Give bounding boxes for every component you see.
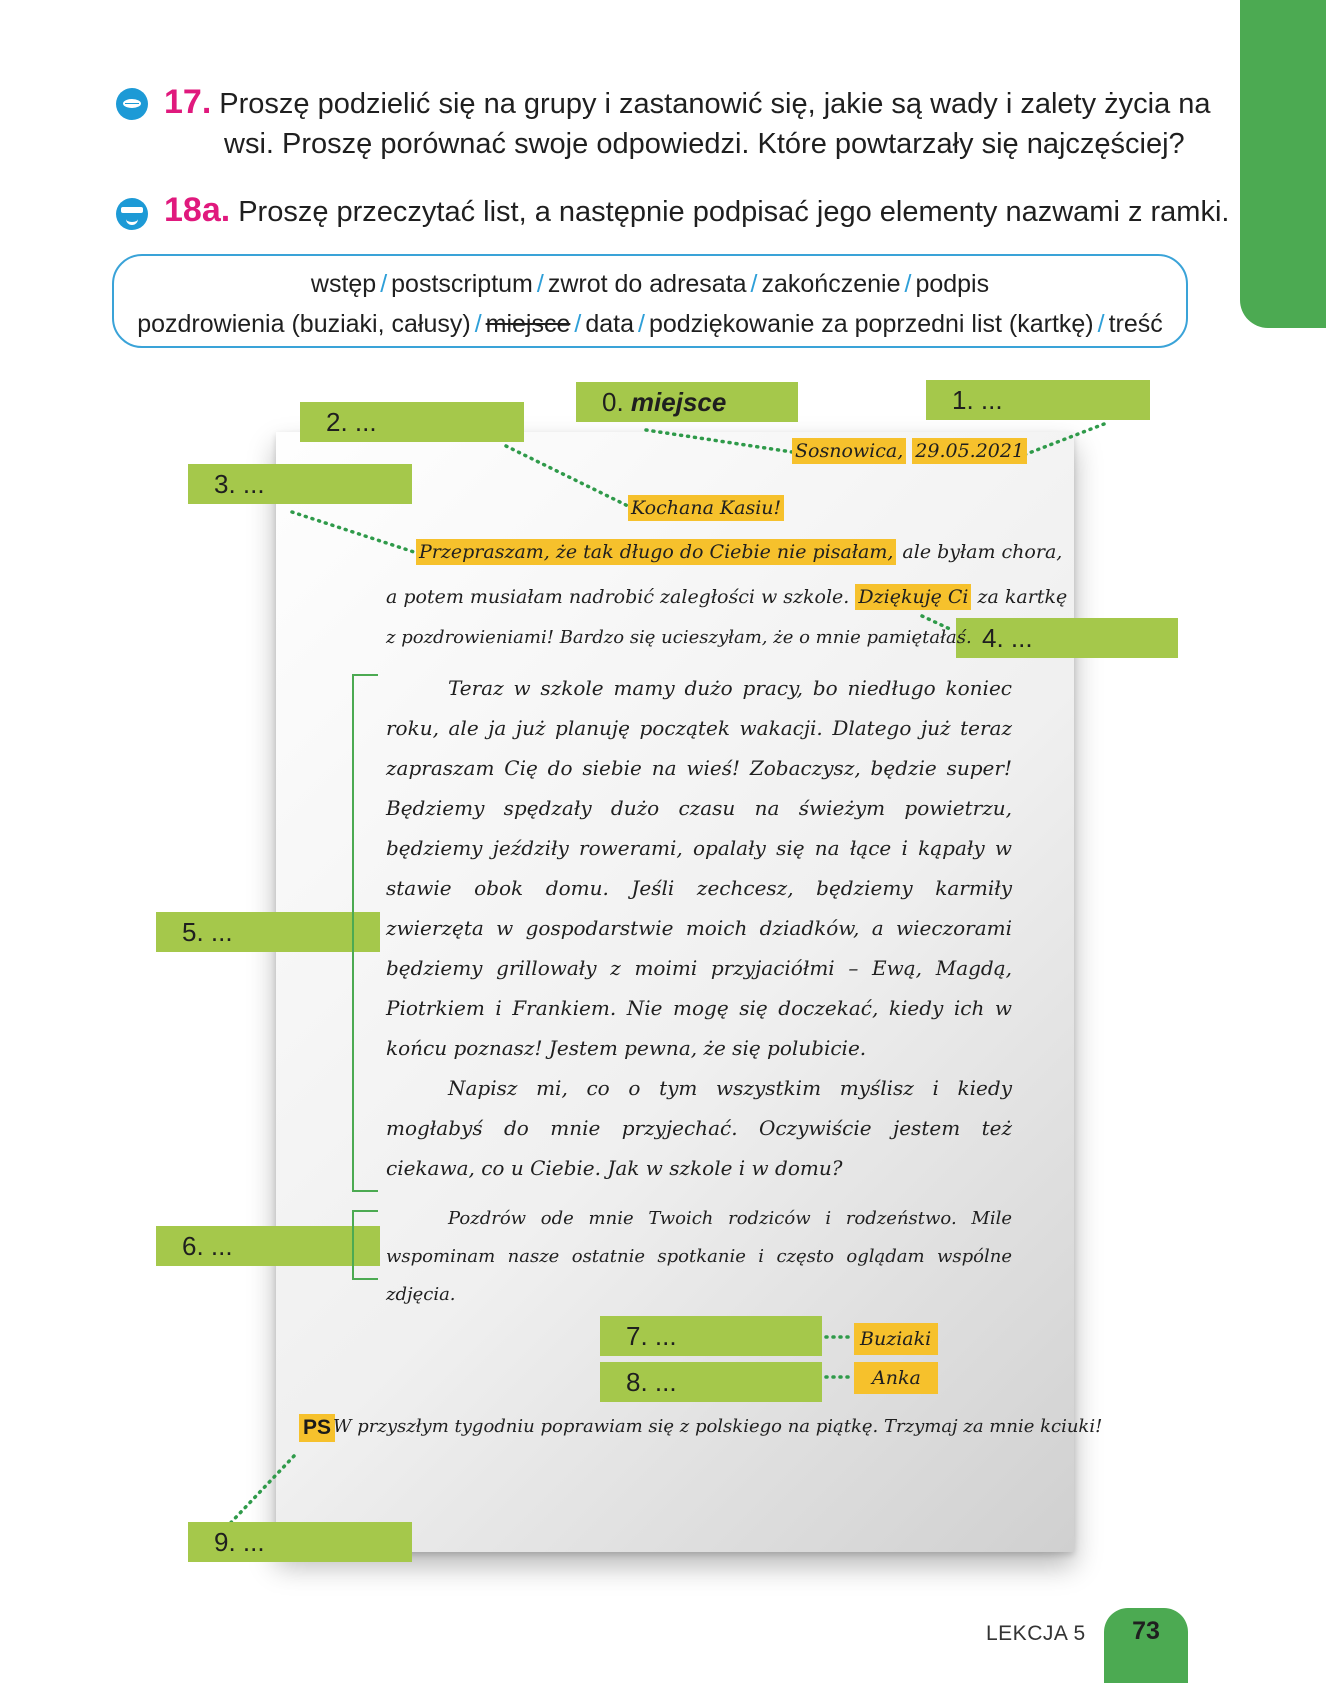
- label-0: 0. miejsce: [576, 382, 798, 422]
- letter-intro-line3: z pozdrowieniami! Bardzo się ucieszyłam, że o mnie pamiętałaś.: [386, 627, 972, 648]
- task-text: wsi. Proszę porównać swoje odpowiedzi. Które powtarzały się najczęściej?: [224, 128, 1185, 160]
- label-6[interactable]: 6. ...: [156, 1226, 380, 1266]
- page-number: 73: [1104, 1608, 1188, 1683]
- lesson-label: LEKCJA 5: [986, 1622, 1086, 1645]
- letter-place: Sosnowica,: [792, 438, 906, 464]
- letter-intro-line2: a potem musiałam nadrobić zaległości w szkole. Dziękuję Ci za kartkę: [386, 586, 1068, 608]
- word: zwrot do adresata: [547, 270, 747, 298]
- task-number: 18a.: [164, 191, 231, 229]
- letter-signature: Anka: [854, 1362, 938, 1394]
- label-3[interactable]: 3. ...: [188, 464, 412, 504]
- word: pozdrowienia (buziaki, całusy): [137, 310, 471, 338]
- letter-body: [386, 668, 1012, 1188]
- ps-text: W przyszłym tygodniu poprawiam się z polskiego na piątkę. Trzymaj za mnie kciuki!: [333, 1416, 1103, 1437]
- word-row-1: wstęp / postscriptum / zwrot do adresata / zakończenie / podpis: [310, 270, 990, 298]
- word: treść: [1108, 310, 1163, 338]
- label-7[interactable]: 7. ...: [600, 1316, 822, 1356]
- word: zakończenie: [761, 270, 901, 298]
- word: podziękowanie za poprzedni list (kartkę): [648, 310, 1094, 338]
- letter-place-date: [792, 440, 1027, 462]
- letter-greeting: Kochana Kasiu!: [628, 497, 784, 519]
- letter-intro-line1: Przepraszam, że tak długo do Ciebie nie pisałam, ale byłam chora,: [416, 541, 1062, 563]
- word-row-2: pozdrowienia (buziaki, całusy) / miejsce / data / podziękowanie za poprzedni list (kartkę) / treść: [137, 310, 1163, 338]
- word: data: [585, 310, 635, 338]
- closing-bracket: [352, 1210, 378, 1280]
- letter-thanks-highlight: Dziękuję Ci: [855, 584, 971, 610]
- word-struck: miejsce: [485, 310, 571, 338]
- task-number: 17.: [164, 83, 212, 121]
- letter-body-paragraph: Napisz mi, co o tym wszystkim myślisz i kiedy mogłabyś do mnie przyjechać. Oczywiście jestem też ciekawa, co u Ciebie. Jak w szkole i w domu?: [386, 1076, 1012, 1180]
- word: podpis: [915, 270, 990, 298]
- letter-intro-highlight: Przepraszam, że tak długo do Ciebie nie pisałam,: [416, 539, 896, 565]
- label-8[interactable]: 8. ...: [600, 1362, 822, 1402]
- letter-closing: Pozdrów ode mnie Twoich rodziców i rodzeństwo. Mile wspominam nasze ostatnie spotkanie i często oglądam wspólne zdjęcia.: [386, 1208, 1012, 1305]
- task-text: Proszę podzielić się na grupy i zastanowić się, jakie są wady i zalety życia na: [219, 88, 1211, 120]
- label-4[interactable]: 4. ...: [956, 618, 1178, 658]
- word: wstęp: [310, 270, 377, 298]
- body-bracket: [352, 674, 378, 1192]
- letter-date: 29.05.2021: [912, 438, 1027, 464]
- label-1[interactable]: 1. ...: [926, 380, 1150, 420]
- label-2[interactable]: 2. ...: [300, 402, 524, 442]
- ps-badge: PS: [299, 1414, 335, 1442]
- label-5[interactable]: 5. ...: [156, 912, 380, 952]
- word: postscriptum: [391, 270, 533, 298]
- task-text: Proszę przeczytać list, a następnie podpisać jego elementy nazwami z ramki.: [238, 196, 1230, 228]
- letter-body-paragraph: Teraz w szkole mamy dużo pracy, bo niedługo koniec roku, ale ja już planuję początek wakacji. Dlatego już teraz zapraszam Cię do siebie na wieś! Zobaczysz, będzie super! Będziemy spędzały dużo czasu na świeżym powietrzu, będziemy jeździły rowerami, opalały się na łące i kąpały w stawie obok domu. Jeśli zechcesz, będziemy karmiły zwierzęta w gospodarstwie moich dziadków, a wieczorami będziemy grillowały z moimi przyjaciółmi – Ewą, Magdą, Piotrkiem i Frankiem. Nie mogę się doczekać, kiedy ich w końcu poznasz! Jestem pewna, że się polubicie.: [386, 676, 1012, 1060]
- label-9[interactable]: 9. ...: [188, 1522, 412, 1562]
- letter-kisses: Buziaki: [854, 1323, 938, 1355]
